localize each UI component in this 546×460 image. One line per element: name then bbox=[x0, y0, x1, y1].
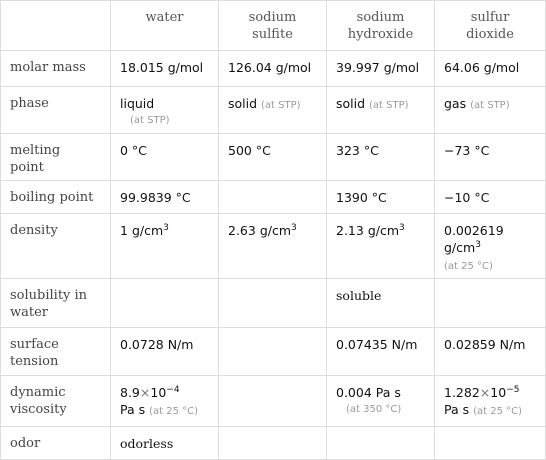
row-viscosity bbox=[1, 376, 546, 427]
density-sodium-hydroxide-unit: g/cm bbox=[367, 223, 400, 238]
cell-solubility-sulfur-dioxide bbox=[435, 279, 546, 328]
row-label-melting-point-line2: point bbox=[10, 160, 44, 175]
cell-solubility-water bbox=[111, 279, 219, 328]
row-odor bbox=[1, 427, 546, 460]
cell-melting-point-water: 0 °C bbox=[111, 134, 219, 181]
cell-surface-tension-water: 0.0728 N/m bbox=[111, 328, 219, 376]
cell-viscosity-sodium-hydroxide bbox=[327, 376, 435, 427]
row-surface-tension bbox=[1, 328, 546, 376]
cell-density-sulfur-dioxide bbox=[435, 214, 546, 279]
cell-phase-sodium-sulfite bbox=[219, 87, 327, 134]
column-header-sulfur-dioxide-line2: dioxide bbox=[466, 27, 514, 42]
viscosity-sodium-hydroxide-note: (at 350 °C) bbox=[346, 404, 402, 415]
row-label-solubility bbox=[1, 279, 111, 328]
viscosity-water-times: × bbox=[139, 385, 151, 400]
density-sodium-sulfite-unit: g/cm bbox=[259, 223, 292, 238]
density-sodium-hydroxide-value: 2.13 bbox=[336, 223, 364, 238]
row-boiling-point bbox=[1, 181, 546, 214]
column-header-water-line1: water bbox=[145, 10, 184, 25]
cell-solubility-sodium-hydroxide: soluble bbox=[327, 279, 435, 328]
row-label-solubility-line2: water bbox=[10, 305, 49, 320]
viscosity-sulfur-dioxide-exp: −5 bbox=[506, 385, 520, 395]
column-header-sulfur-dioxide-line1: sulfur bbox=[470, 10, 510, 25]
column-header-sodium-sulfite-line1: sodium bbox=[248, 10, 297, 25]
density-sulfur-dioxide-exp: 3 bbox=[475, 240, 481, 250]
viscosity-water-exp: −4 bbox=[166, 385, 180, 395]
density-sulfur-dioxide-unit: g/cm bbox=[444, 240, 476, 255]
cell-surface-tension-sulfur-dioxide: 0.02859 N/m bbox=[435, 328, 546, 376]
density-water-exp: 3 bbox=[163, 223, 169, 233]
row-label-surface-tension-line2: tension bbox=[10, 354, 59, 369]
density-sodium-hydroxide-exp: 3 bbox=[399, 223, 405, 233]
cell-molar-mass-sodium-hydroxide: 39.997 g/mol bbox=[327, 51, 435, 87]
row-label-phase: phase bbox=[1, 87, 111, 134]
phase-sodium-sulfite-value: solid bbox=[228, 96, 258, 111]
cell-odor-sodium-hydroxide bbox=[327, 427, 435, 460]
row-label-melting-point-line1: melting bbox=[10, 143, 61, 158]
column-header-water bbox=[111, 1, 219, 51]
cell-odor-sodium-sulfite bbox=[219, 427, 327, 460]
viscosity-sulfur-dioxide-note: (at 25 °C) bbox=[473, 406, 523, 417]
row-melting-point bbox=[1, 134, 546, 181]
row-label-density: density bbox=[1, 214, 111, 279]
viscosity-water-unit: Pa s bbox=[120, 402, 146, 417]
viscosity-sulfur-dioxide-base: 10 bbox=[490, 385, 507, 400]
column-header-sodium-sulfite bbox=[219, 1, 327, 51]
row-label-molar-mass: molar mass bbox=[1, 51, 111, 87]
cell-viscosity-sodium-sulfite bbox=[219, 376, 327, 427]
phase-sodium-hydroxide-value: solid bbox=[336, 96, 366, 111]
cell-melting-point-sodium-sulfite: 500 °C bbox=[219, 134, 327, 181]
cell-density-sodium-hydroxide bbox=[327, 214, 435, 279]
cell-viscosity-sulfur-dioxide bbox=[435, 376, 546, 427]
cell-molar-mass-sodium-sulfite: 126.04 g/mol bbox=[219, 51, 327, 87]
row-label-surface-tension-line1: surface bbox=[10, 337, 59, 352]
cell-viscosity-water bbox=[111, 376, 219, 427]
cell-boiling-point-water: 99.9839 °C bbox=[111, 181, 219, 214]
column-header-sodium-hydroxide-line2: hydroxide bbox=[347, 27, 414, 42]
cell-melting-point-sulfur-dioxide: −73 °C bbox=[435, 134, 546, 181]
cell-odor-sulfur-dioxide bbox=[435, 427, 546, 460]
density-water-value: 1 bbox=[120, 223, 128, 238]
row-label-melting-point bbox=[1, 134, 111, 181]
row-label-solubility-line1: solubility in bbox=[10, 288, 88, 303]
viscosity-water-base: 10 bbox=[150, 385, 167, 400]
cell-odor-water: odorless bbox=[111, 427, 219, 460]
row-label-boiling-point: boiling point bbox=[1, 181, 111, 214]
phase-sulfur-dioxide-value: gas bbox=[444, 96, 467, 111]
row-phase bbox=[1, 87, 546, 134]
column-header-sulfur-dioxide bbox=[435, 1, 546, 51]
row-label-viscosity bbox=[1, 376, 111, 427]
phase-sodium-hydroxide-note: (at STP) bbox=[369, 100, 409, 111]
row-molar-mass bbox=[1, 51, 546, 87]
row-label-viscosity-line2: viscosity bbox=[10, 402, 67, 417]
viscosity-water-mantissa: 8.9 bbox=[120, 385, 140, 400]
cell-phase-sodium-hydroxide bbox=[327, 87, 435, 134]
corner-cell bbox=[1, 1, 111, 51]
row-label-odor: odor bbox=[1, 427, 111, 460]
row-solubility bbox=[1, 279, 546, 328]
density-sodium-sulfite-value: 2.63 bbox=[228, 223, 256, 238]
phase-sodium-sulfite-note: (at STP) bbox=[261, 100, 301, 111]
cell-density-water bbox=[111, 214, 219, 279]
cell-melting-point-sodium-hydroxide: 323 °C bbox=[327, 134, 435, 181]
cell-phase-water bbox=[111, 87, 219, 134]
cell-surface-tension-sodium-hydroxide: 0.07435 N/m bbox=[327, 328, 435, 376]
density-sodium-sulfite-exp: 3 bbox=[291, 223, 297, 233]
viscosity-sulfur-dioxide-unit: Pa s bbox=[444, 402, 470, 417]
row-label-viscosity-line1: dynamic bbox=[10, 385, 66, 400]
cell-molar-mass-sulfur-dioxide: 64.06 g/mol bbox=[435, 51, 546, 87]
cell-boiling-point-sodium-hydroxide: 1390 °C bbox=[327, 181, 435, 214]
cell-phase-sulfur-dioxide bbox=[435, 87, 546, 134]
density-sulfur-dioxide-note: (at 25 °C) bbox=[444, 261, 493, 272]
header-row bbox=[1, 1, 546, 51]
viscosity-sulfur-dioxide-times: × bbox=[479, 385, 491, 400]
density-water-unit: g/cm bbox=[131, 223, 164, 238]
column-header-sodium-sulfite-line2: sulfite bbox=[252, 27, 293, 42]
phase-sulfur-dioxide-note: (at STP) bbox=[470, 100, 510, 111]
column-header-sodium-hydroxide-line1: sodium bbox=[356, 10, 405, 25]
row-label-surface-tension bbox=[1, 328, 111, 376]
phase-water-note: (at STP) bbox=[130, 115, 170, 126]
cell-solubility-sodium-sulfite bbox=[219, 279, 327, 328]
row-density bbox=[1, 214, 546, 279]
cell-surface-tension-sodium-sulfite bbox=[219, 328, 327, 376]
column-header-sodium-hydroxide bbox=[327, 1, 435, 51]
phase-water-value: liquid bbox=[120, 96, 155, 111]
cell-density-sodium-sulfite bbox=[219, 214, 327, 279]
cell-molar-mass-water: 18.015 g/mol bbox=[111, 51, 219, 87]
viscosity-sodium-hydroxide-value: 0.004 Pa s bbox=[336, 385, 401, 400]
density-sulfur-dioxide-value: 0.002619 bbox=[444, 223, 504, 238]
cell-boiling-point-sulfur-dioxide: −10 °C bbox=[435, 181, 546, 214]
viscosity-water-note: (at 25 °C) bbox=[149, 406, 199, 417]
cell-boiling-point-sodium-sulfite bbox=[219, 181, 327, 214]
viscosity-sulfur-dioxide-mantissa: 1.282 bbox=[444, 385, 480, 400]
